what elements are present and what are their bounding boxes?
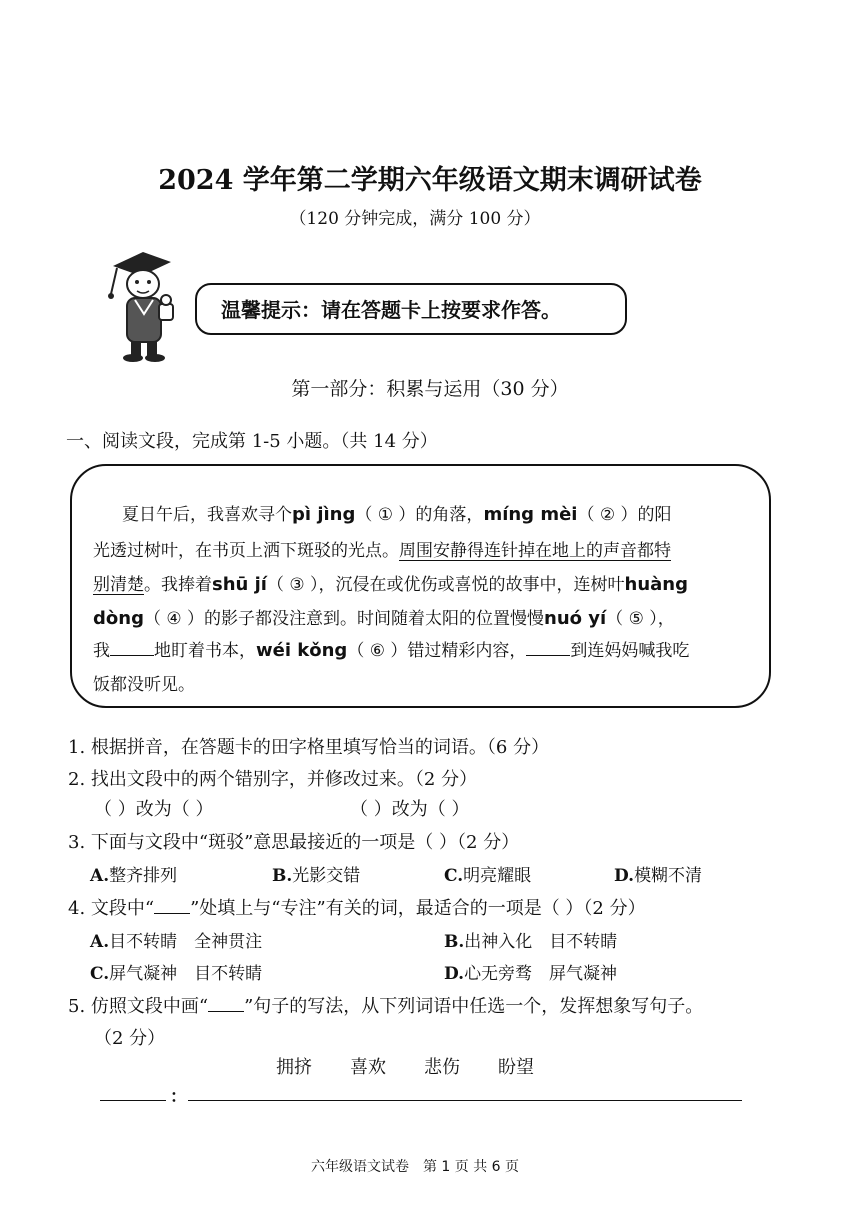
q4-option-d: D.心无旁骛 屏气凝神 — [444, 964, 618, 984]
question-3: 3. 下面与文段中“斑驳”意思最接近的一项是（ ）（2 分） — [68, 832, 520, 853]
q4-option-b: B.出神入化 目不转睛 — [444, 932, 618, 952]
page-footer: 六年级语文试卷 第 1 页 共 6 页 — [310, 1159, 520, 1175]
fill-blank — [526, 641, 570, 656]
question-1: 1. 根据拼音，在答题卡的田字格里填写恰当的词语。（6 分） — [68, 737, 550, 758]
tip-text: 温馨提示：请在答题卡上按要求作答。 — [221, 298, 561, 322]
passage-line-5: 我 地盯着书本，wéi kǒng（ ⑥ ）错过精彩内容， 到连妈妈喊我吃 — [93, 640, 690, 661]
fill-blank — [154, 899, 190, 914]
question-4: 4. 文段中“ ”处填上与“专注”有关的词，最适合的一项是（ ）（2 分） — [68, 898, 646, 919]
q5-word: 悲伤 — [424, 1057, 460, 1078]
passage-line-4: dòng（ ④ ）的影子都没注意到。时间随着太阳的位置慢慢nuó yí（ ⑤ ）， — [93, 608, 675, 629]
exam-title: 2024 学年第二学期六年级语文期末调研试卷 — [158, 165, 702, 196]
q5-word-list — [276, 1053, 572, 1079]
q5-word: 喜欢 — [350, 1057, 386, 1078]
answer-colon: ： — [170, 1087, 187, 1107]
q3-option-c: C.明亮耀眼 — [444, 866, 532, 886]
exam-subtitle: （120 分钟完成，满分 100 分） — [289, 209, 541, 229]
passage-line-3: 别清楚。我捧着shū jí（ ③ ），沉侵在或优伤或喜悦的故事中，连树叶huàng — [93, 574, 688, 595]
answer-line-word[interactable] — [100, 1100, 166, 1101]
answer-line-sentence[interactable] — [188, 1100, 742, 1101]
section-title: 第一部分：积累与运用（30 分） — [291, 378, 569, 400]
q3-option-a: A.整齐排列 — [90, 866, 178, 886]
q5-word: 拥挤 — [276, 1057, 312, 1078]
q3-option-d: D.模糊不清 — [614, 866, 703, 886]
question-5: 5. 仿照文段中画“ ”句子的写法，从下列词语中任选一个，发挥想象写句子。 — [68, 996, 704, 1017]
q4-option-a: A.目不转睛 全神贯注 — [90, 932, 263, 952]
passage-line-6: 饭都没听见。 — [93, 675, 195, 695]
question-5-score: （2 分） — [94, 1028, 166, 1049]
fill-blank — [208, 997, 244, 1012]
fill-blank — [110, 641, 154, 656]
passage-line-1: 夏日午后，我喜欢寻个pì jìng（ ① ）的角落，míng mèi（ ② ）的阳 — [122, 504, 672, 525]
question-2-fill-1: （ ）改为（ ） — [94, 799, 214, 820]
q5-word: 盼望 — [498, 1057, 534, 1078]
question-intro: 一、阅读文段，完成第 1-5 小题。（共 14 分） — [66, 431, 438, 452]
q3-option-b: B.光影交错 — [272, 866, 361, 886]
passage-line-2: 光透过树叶，在书页上洒下斑驳的光点。周围安静得连针掉在地上的声音都特 — [93, 541, 671, 561]
q4-option-c: C.屏气凝神 目不转睛 — [90, 964, 263, 984]
question-2-fill-2: （ ）改为（ ） — [350, 799, 470, 820]
scholar-mascot-illustration — [105, 248, 195, 368]
question-2: 2. 找出文段中的两个错别字，并修改过来。（2 分） — [68, 769, 478, 790]
